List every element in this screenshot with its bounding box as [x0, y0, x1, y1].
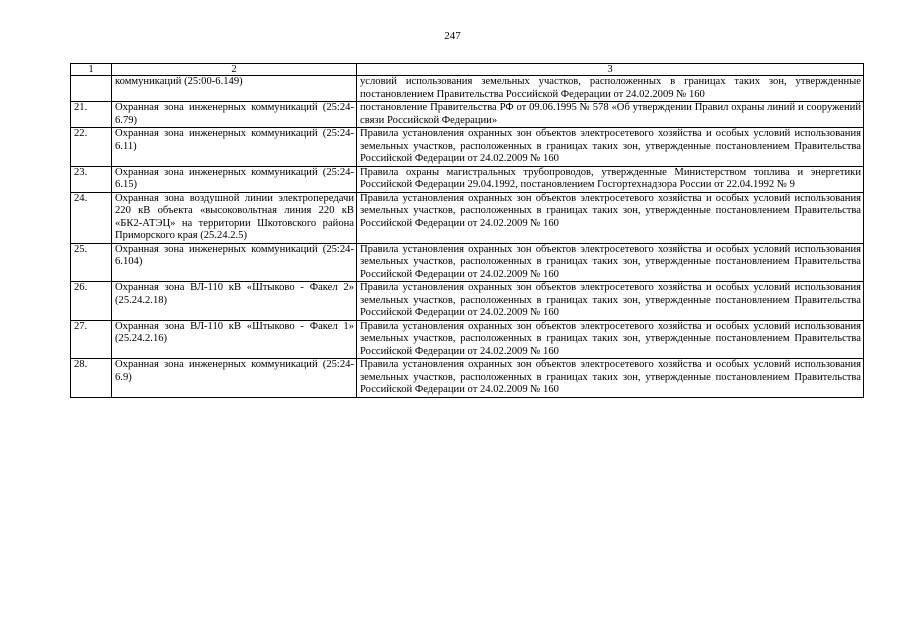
row-number-cell: 27.	[71, 320, 112, 359]
legal-basis-cell: Правила установления охранных зон объектов электросетевого хозяйства и особых условий использования земельных участков, расположенных в границах таких зон, утвержденные постановлением Правительства Российской Федерации от 24.02.2009 № 160	[357, 128, 864, 167]
zone-name-cell: Охранная зона инженерных коммуникаций (25:24-6.9)	[112, 359, 357, 398]
row-number-cell: 28.	[71, 359, 112, 398]
legal-basis-cell: условий использования земельных участков, расположенных в границах таких зон, утвержденные постановлением Правительства Российской Федерации от 24.02.2009 № 160	[357, 76, 864, 102]
zone-name-cell: Охранная зона инженерных коммуникаций (25:24-6.11)	[112, 128, 357, 167]
zones-table	[70, 63, 864, 398]
table-row	[71, 192, 864, 243]
row-number-cell: 25.	[71, 243, 112, 282]
legal-basis-cell: Правила установления охранных зон объектов электросетевого хозяйства и особых условий использования земельных участков, расположенных в границах таких зон, утвержденные постановлением Правительства Российской Федерации от 24.02.2009 № 160	[357, 243, 864, 282]
column-header-1: 1	[71, 64, 112, 76]
table-row	[71, 243, 864, 282]
row-number-cell: 21.	[71, 102, 112, 128]
column-header-3: 3	[357, 64, 864, 76]
legal-basis-cell: Правила охраны магистральных трубопроводов, утвержденные Министерством топлива и энергетики Российской Федерации 29.04.1992, постановлением Госгортехнадзора России от 22.04.1992 № 9	[357, 166, 864, 192]
table-row	[71, 359, 864, 398]
table-row	[71, 128, 864, 167]
row-number-cell: 23.	[71, 166, 112, 192]
table-row	[71, 320, 864, 359]
table-row	[71, 76, 864, 102]
zone-name-cell: Охранная зона ВЛ-110 кВ «Штыково - Факел 2» (25.24.2.18)	[112, 282, 357, 321]
page-number: 247	[444, 30, 461, 42]
zone-name-cell: Охранная зона инженерных коммуникаций (25:24-6.104)	[112, 243, 357, 282]
row-number-cell: 26.	[71, 282, 112, 321]
zone-name-cell: Охранная зона инженерных коммуникаций (25:24-6.79)	[112, 102, 357, 128]
row-number-cell	[71, 76, 112, 102]
zone-name-cell: Охранная зона воздушной линии электропередачи 220 кВ объекта «высоковольтная линия 220 кВ «БК2-АТЭЦ» на территории Шкотовского района Приморского края (25.24.2.5)	[112, 192, 357, 243]
table-row	[71, 166, 864, 192]
legal-basis-cell: Правила установления охранных зон объектов электросетевого хозяйства и особых условий использования земельных участков, расположенных в границах таких зон, утвержденные постановлением Правительства Российской Федерации от 24.02.2009 № 160	[357, 192, 864, 243]
zone-name-cell: Охранная зона инженерных коммуникаций (25:24-6.15)	[112, 166, 357, 192]
table-row	[71, 102, 864, 128]
zone-name-cell: Охранная зона ВЛ-110 кВ «Штыково - Факел 1» (25.24.2.16)	[112, 320, 357, 359]
table-row	[71, 282, 864, 321]
row-number-cell: 24.	[71, 192, 112, 243]
legal-basis-cell: Правила установления охранных зон объектов электросетевого хозяйства и особых условий использования земельных участков, расположенных в границах таких зон, утвержденные постановлением Правительства Российской Федерации от 24.02.2009 № 160	[357, 320, 864, 359]
column-header-2: 2	[112, 64, 357, 76]
zone-name-cell: коммуникаций (25:00-6.149)	[112, 76, 357, 102]
legal-basis-cell: Правила установления охранных зон объектов электросетевого хозяйства и особых условий использования земельных участков, расположенных в границах таких зон, утвержденные постановлением Правительства Российской Федерации от 24.02.2009 № 160	[357, 282, 864, 321]
row-number-cell: 22.	[71, 128, 112, 167]
table-header-row	[71, 64, 864, 76]
legal-basis-cell: постановление Правительства РФ от 09.06.1995 № 578 «Об утверждении Правил охраны линий и сооружений связи Российской Федерации»	[357, 102, 864, 128]
legal-basis-cell: Правила установления охранных зон объектов электросетевого хозяйства и особых условий использования земельных участков, расположенных в границах таких зон, утвержденные постановлением Правительства Российской Федерации от 24.02.2009 № 160	[357, 359, 864, 398]
